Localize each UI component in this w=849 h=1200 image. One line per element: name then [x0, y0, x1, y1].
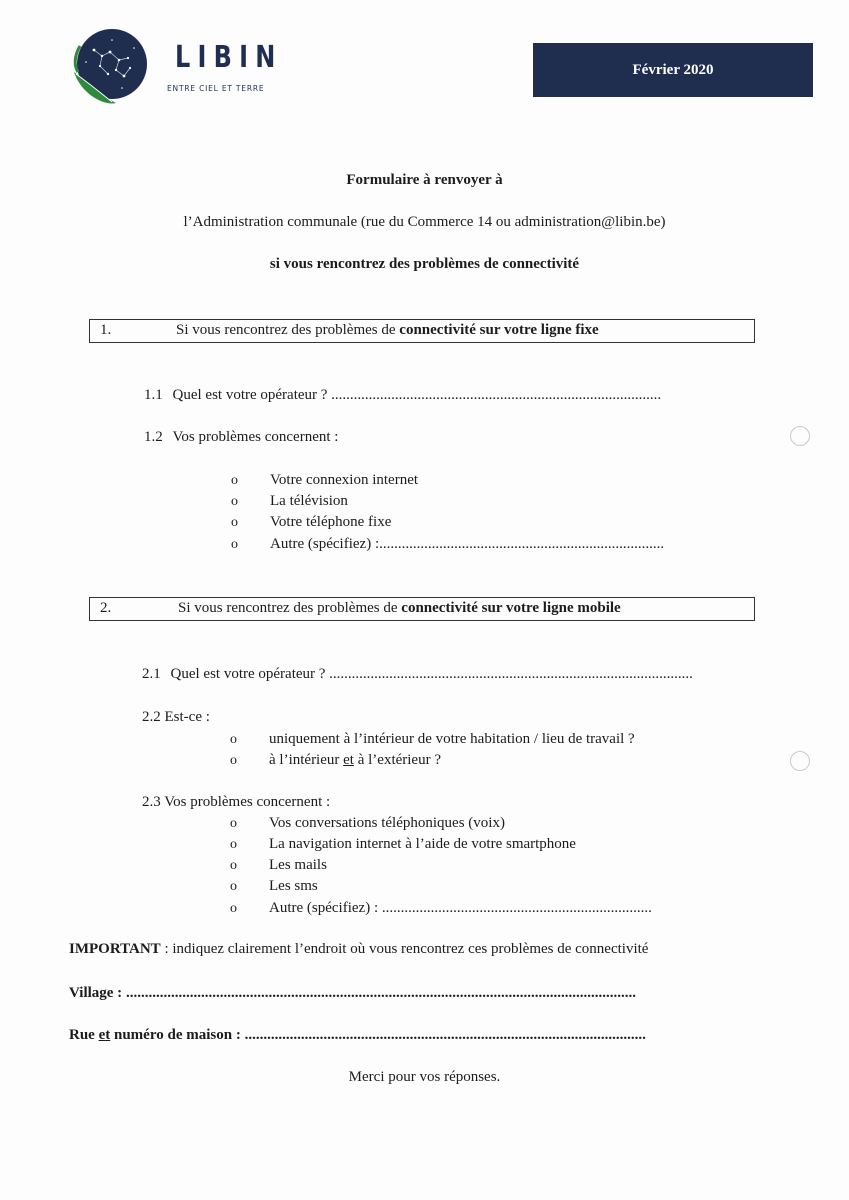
option-1-2-d[interactable]: [231, 536, 665, 553]
question-1-2-text: Vos problèmes concernent :: [172, 429, 339, 445]
option-bullet-icon[interactable]: o: [230, 816, 237, 831]
important-note: [69, 941, 648, 958]
street-label-part-2: numéro de maison :: [110, 1027, 245, 1043]
punch-hole-icon: [790, 426, 810, 446]
question-2-3-label: 2.3 Vos problèmes concernent :: [142, 794, 331, 810]
section-2-title: [178, 600, 621, 617]
option-2-3-a[interactable]: [230, 815, 505, 832]
option-2-2-a[interactable]: [230, 731, 635, 748]
option-label-part-2: à l’extérieur ?: [353, 752, 441, 768]
option-label: Autre (spécifiez) :............................................................................: [270, 536, 665, 552]
intro-line-1: [0, 172, 849, 189]
option-bullet-icon[interactable]: o: [230, 837, 237, 852]
question-1-2: [144, 429, 338, 446]
option-2-2-b[interactable]: [230, 752, 441, 769]
question-2-1: [142, 666, 693, 683]
libin-logo: [72, 26, 322, 110]
option-label: [269, 752, 441, 769]
section-1-title: [176, 322, 599, 339]
question-1-1: [144, 387, 661, 404]
date-label: Février 2020: [632, 61, 714, 78]
street-input-line[interactable]: ...........................................................................................................: [244, 1027, 646, 1043]
option-label-underlined-et: et: [343, 752, 354, 768]
important-text: : indiquez clairement l’endroit où vous rencontrez ces problèmes de connectivité: [160, 941, 649, 957]
street-label-et: et: [98, 1027, 111, 1043]
village-field[interactable]: [69, 985, 636, 1002]
intro-line-3: si vous rencontrez des problèmes de connectivité: [269, 256, 580, 272]
option-bullet-icon[interactable]: o: [230, 732, 237, 747]
option-label: Les sms: [269, 878, 318, 894]
section-1-title-bold: connectivité sur votre ligne fixe: [399, 322, 599, 338]
option-1-2-b[interactable]: [231, 493, 348, 510]
question-2-2-label: 2.2 Est-ce :: [142, 709, 210, 725]
option-label: Votre téléphone fixe: [270, 514, 392, 530]
option-label: Votre connexion internet: [270, 472, 419, 488]
date-banner: [533, 43, 813, 97]
question-2-1-number: 2.1: [142, 666, 161, 682]
village-input-line[interactable]: ........................................................................................................................................: [125, 985, 636, 1001]
section-2-number: 2.: [100, 600, 112, 616]
option-bullet-icon[interactable]: o: [230, 753, 237, 768]
intro-line-2: l’Administration communale (rue du Commerce 14 ou administration@libin.be): [183, 214, 666, 230]
important-label: IMPORTANT: [69, 941, 161, 957]
logo-name: LIBIN: [175, 40, 283, 75]
option-label: uniquement à l’intérieur de votre habitation / lieu de travail ?: [269, 731, 635, 747]
option-label: La navigation internet à l’aide de votre smartphone: [269, 836, 576, 852]
street-field[interactable]: [69, 1027, 646, 1044]
question-1-1-number: 1.1: [144, 387, 163, 403]
option-bullet-icon[interactable]: o: [231, 473, 238, 488]
option-bullet-icon[interactable]: o: [230, 879, 237, 894]
section-1-title-plain: Si vous rencontrez des problèmes de: [176, 322, 400, 338]
intro-line-1-text: Formulaire à renvoyer à: [346, 172, 503, 188]
option-bullet-icon[interactable]: o: [231, 537, 238, 552]
question-1-2-number: 1.2: [144, 429, 163, 445]
option-bullet-icon[interactable]: o: [230, 858, 237, 873]
section-2-title-bold: connectivité sur votre ligne mobile: [401, 600, 621, 616]
option-2-3-b[interactable]: [230, 836, 576, 853]
section-1-header: [89, 319, 755, 343]
option-bullet-icon[interactable]: o: [231, 494, 238, 509]
option-bullet-icon[interactable]: o: [231, 515, 238, 530]
option-1-2-a[interactable]: [231, 472, 419, 489]
option-2-3-e[interactable]: [230, 900, 652, 917]
option-2-3-c[interactable]: [230, 857, 327, 874]
punch-hole-icon: [790, 751, 810, 771]
logo-emblem-icon: [72, 26, 148, 106]
village-label: Village :: [69, 985, 126, 1001]
option-label-part-1: à l’intérieur: [269, 752, 344, 768]
logo-tagline: ENTRE CIEL ET TERRE: [167, 84, 265, 93]
street-label-part-1: Rue: [69, 1027, 99, 1043]
option-label: Les mails: [269, 857, 327, 873]
option-bullet-icon[interactable]: o: [230, 901, 237, 916]
option-label: Autre (spécifiez) : ........................................................................: [269, 900, 652, 916]
option-1-2-c[interactable]: [231, 514, 392, 531]
option-label: La télévision: [270, 493, 348, 509]
section-1-number: 1.: [100, 322, 112, 338]
section-2-header: [89, 597, 755, 621]
closing-thanks: Merci pour vos réponses.: [348, 1069, 501, 1085]
question-1-1-text[interactable]: Quel est votre opérateur ? ........................................................................................: [172, 387, 662, 403]
option-2-3-d[interactable]: [230, 878, 318, 895]
option-label: Vos conversations téléphoniques (voix): [269, 815, 505, 831]
section-2-title-plain: Si vous rencontrez des problèmes de: [178, 600, 402, 616]
question-2-1-text[interactable]: Quel est votre opérateur ? .................................................................................................: [170, 666, 693, 682]
